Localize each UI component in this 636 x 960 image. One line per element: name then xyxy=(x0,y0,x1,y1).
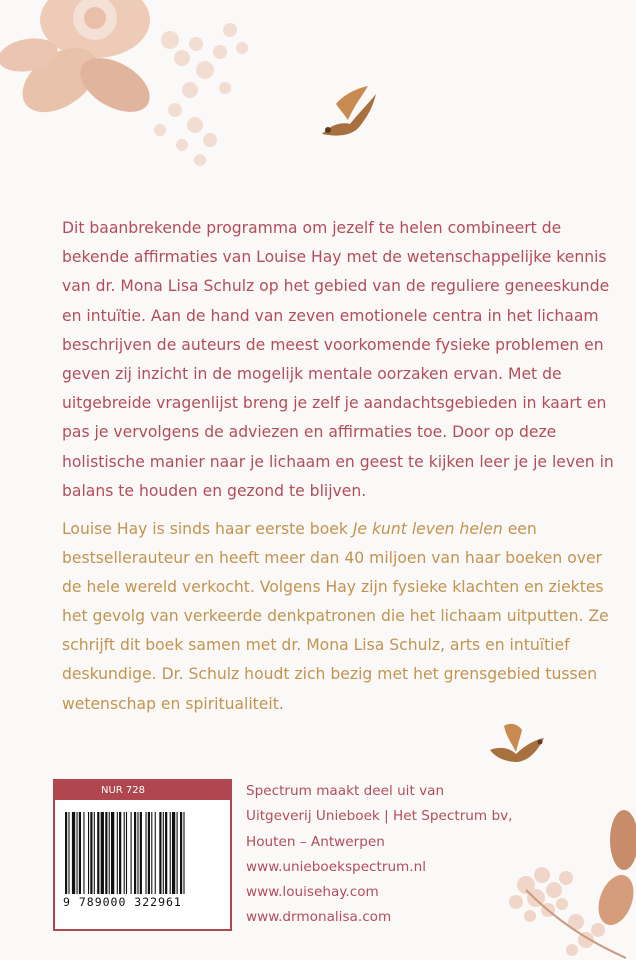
description-paragraph: Dit baanbrekende programma om jezelf te helen combineert de bekende affirmaties van Louise Hay met de wetenschappelijke kennis van dr. Mona Lisa Schulz op het gebied van de reguliere geneeskunde en intuïtie. Aan de hand van zeven emotionele centra in het lichaam beschrijven de auteurs de meest voorkomende fysieke problemen en geven zij inzicht in de mogelijk mentale oorzaken ervan. Met de uitgebreide vragenlijst breng je zelf je aandachtsgebieden in kaart en pas je vervolgens de adviezen en affirmaties toe. Door op deze holistische manier naar je lichaam en geest te kijken leer je je leven in balans te houden en gezond te blijven. xyxy=(62,219,614,500)
nur-label: NUR 728 xyxy=(55,781,230,800)
publisher-url: www.drmonalisa.com xyxy=(246,909,392,926)
author-bio-intro: Louise Hay is sinds haar eerste boek xyxy=(62,520,353,538)
publisher-url: www.louisehay.com xyxy=(246,884,379,901)
author-bio-paragraph xyxy=(62,515,622,719)
publisher-line: Uitgeverij Unieboek | Het Spectrum bv, xyxy=(246,808,513,825)
publisher-info xyxy=(246,779,546,931)
publisher-url: www.unieboekspectrum.nl xyxy=(246,858,427,875)
rose-flower-illustration xyxy=(0,0,320,180)
bird-illustration xyxy=(486,716,548,766)
author-bio-rest: een bestsellerauteur en heeft meer dan 40 miljoen van haar boeken over de hele wereld verkocht. Volgens Hay zijn fysieke klachten en ziektes het gevolg van verkeerde denkpatronen die het lichaam uitputten. Ze schrijft dit boek samen met dr. Mona Lisa Schulz, arts en intuïtief deskundige. Dr. Schulz houdt zich bezig met het grensgebied tussen wetenschap en spiritualiteit. xyxy=(62,520,609,713)
publisher-line: Spectrum maakt deel uit van xyxy=(246,783,445,799)
bird-illustration xyxy=(314,84,386,142)
book-title: Je kunt leven helen xyxy=(352,520,503,538)
barcode-panel xyxy=(53,779,232,931)
publisher-line: Houten – Antwerpen xyxy=(246,833,385,850)
isbn-barcode xyxy=(65,812,223,894)
isbn-digits: 9 789000 322961 xyxy=(63,895,182,909)
